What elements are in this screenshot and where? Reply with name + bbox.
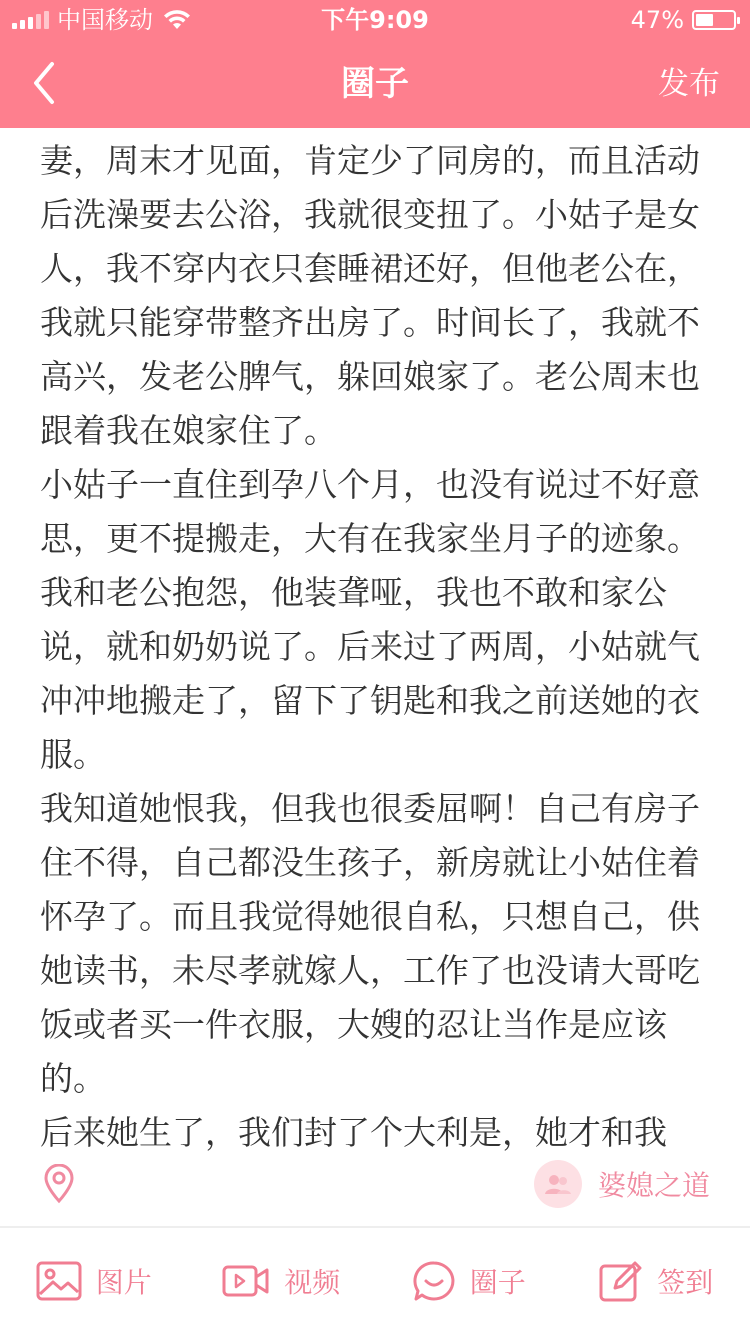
article-paragraph: 妻，周末才见面，肯定少了同房的，而且活动后洗澡要去公浴，我就很变扭了。小姑子是女人，我不穿内衣只套睡裙还好，但他老公在，我就只能穿带整齐出房了。时间长了，我就不高兴，发老公脾气，躲回娘家了。老公周末也跟着我在娘家住了。 — [40, 141, 700, 450]
circle-name: 婆媳之道 — [597, 1169, 710, 1202]
article-content[interactable] — [40, 134, 720, 1154]
circle-tag[interactable] — [534, 1160, 710, 1208]
battery-icon — [692, 10, 736, 30]
top-bar — [0, 0, 750, 128]
nav-bar — [0, 40, 750, 128]
article-paragraph: 后来她生了，我们封了个大利是，她才和我 — [40, 1113, 667, 1152]
battery-fill — [696, 14, 713, 26]
checkin-button[interactable] — [563, 1228, 750, 1334]
status-bar — [0, 0, 750, 40]
circle-avatar — [534, 1160, 582, 1208]
article-paragraph: 我知道她恨我，但我也很委屈啊！自己有房子住不得，自己都没生孩子，新房就让小姑住着怀孕了。而且我觉得她很自私，只想自己，供她读书，未尽孝就嫁人，工作了也没请大哥吃饭或者买一件衣服，大嫂的忍让当作是应该的。 — [40, 789, 700, 1098]
video-button[interactable] — [188, 1228, 376, 1334]
image-button[interactable] — [0, 1228, 188, 1334]
location-pin-icon — [42, 1164, 76, 1204]
publish-button[interactable]: 发布 — [658, 66, 720, 102]
location-button[interactable] — [42, 1164, 76, 1208]
article-paragraph: 小姑子一直住到孕八个月，也没有说过不好意思，更不提搬走，大有在我家坐月子的迹象。我和老公抱怨，他装聋哑，我也不敢和家公说，就和奶奶说了。后来过了两周，小姑就气冲冲地搬走了，留下了钥匙和我之前送她的衣服。 — [40, 465, 700, 774]
checkin-label: 签到 — [657, 1266, 714, 1299]
status-time: 下午9:09 — [321, 6, 429, 34]
circle-label: 圈子 — [469, 1266, 526, 1299]
chat-bubble-icon — [412, 1260, 456, 1302]
image-icon — [36, 1261, 82, 1301]
video-icon — [222, 1261, 270, 1301]
edit-icon — [599, 1260, 643, 1302]
circle-button[interactable] — [375, 1228, 563, 1334]
carrier-name: 中国移动 — [57, 6, 153, 34]
image-label: 图片 — [95, 1266, 152, 1299]
page-title: 圈子 — [341, 64, 409, 104]
status-right — [631, 0, 736, 40]
battery-percent: 47% — [630, 6, 684, 34]
post-meta — [0, 1152, 750, 1216]
group-icon — [543, 1172, 573, 1196]
bottom-toolbar — [0, 1228, 750, 1334]
video-label: 视频 — [284, 1266, 341, 1299]
